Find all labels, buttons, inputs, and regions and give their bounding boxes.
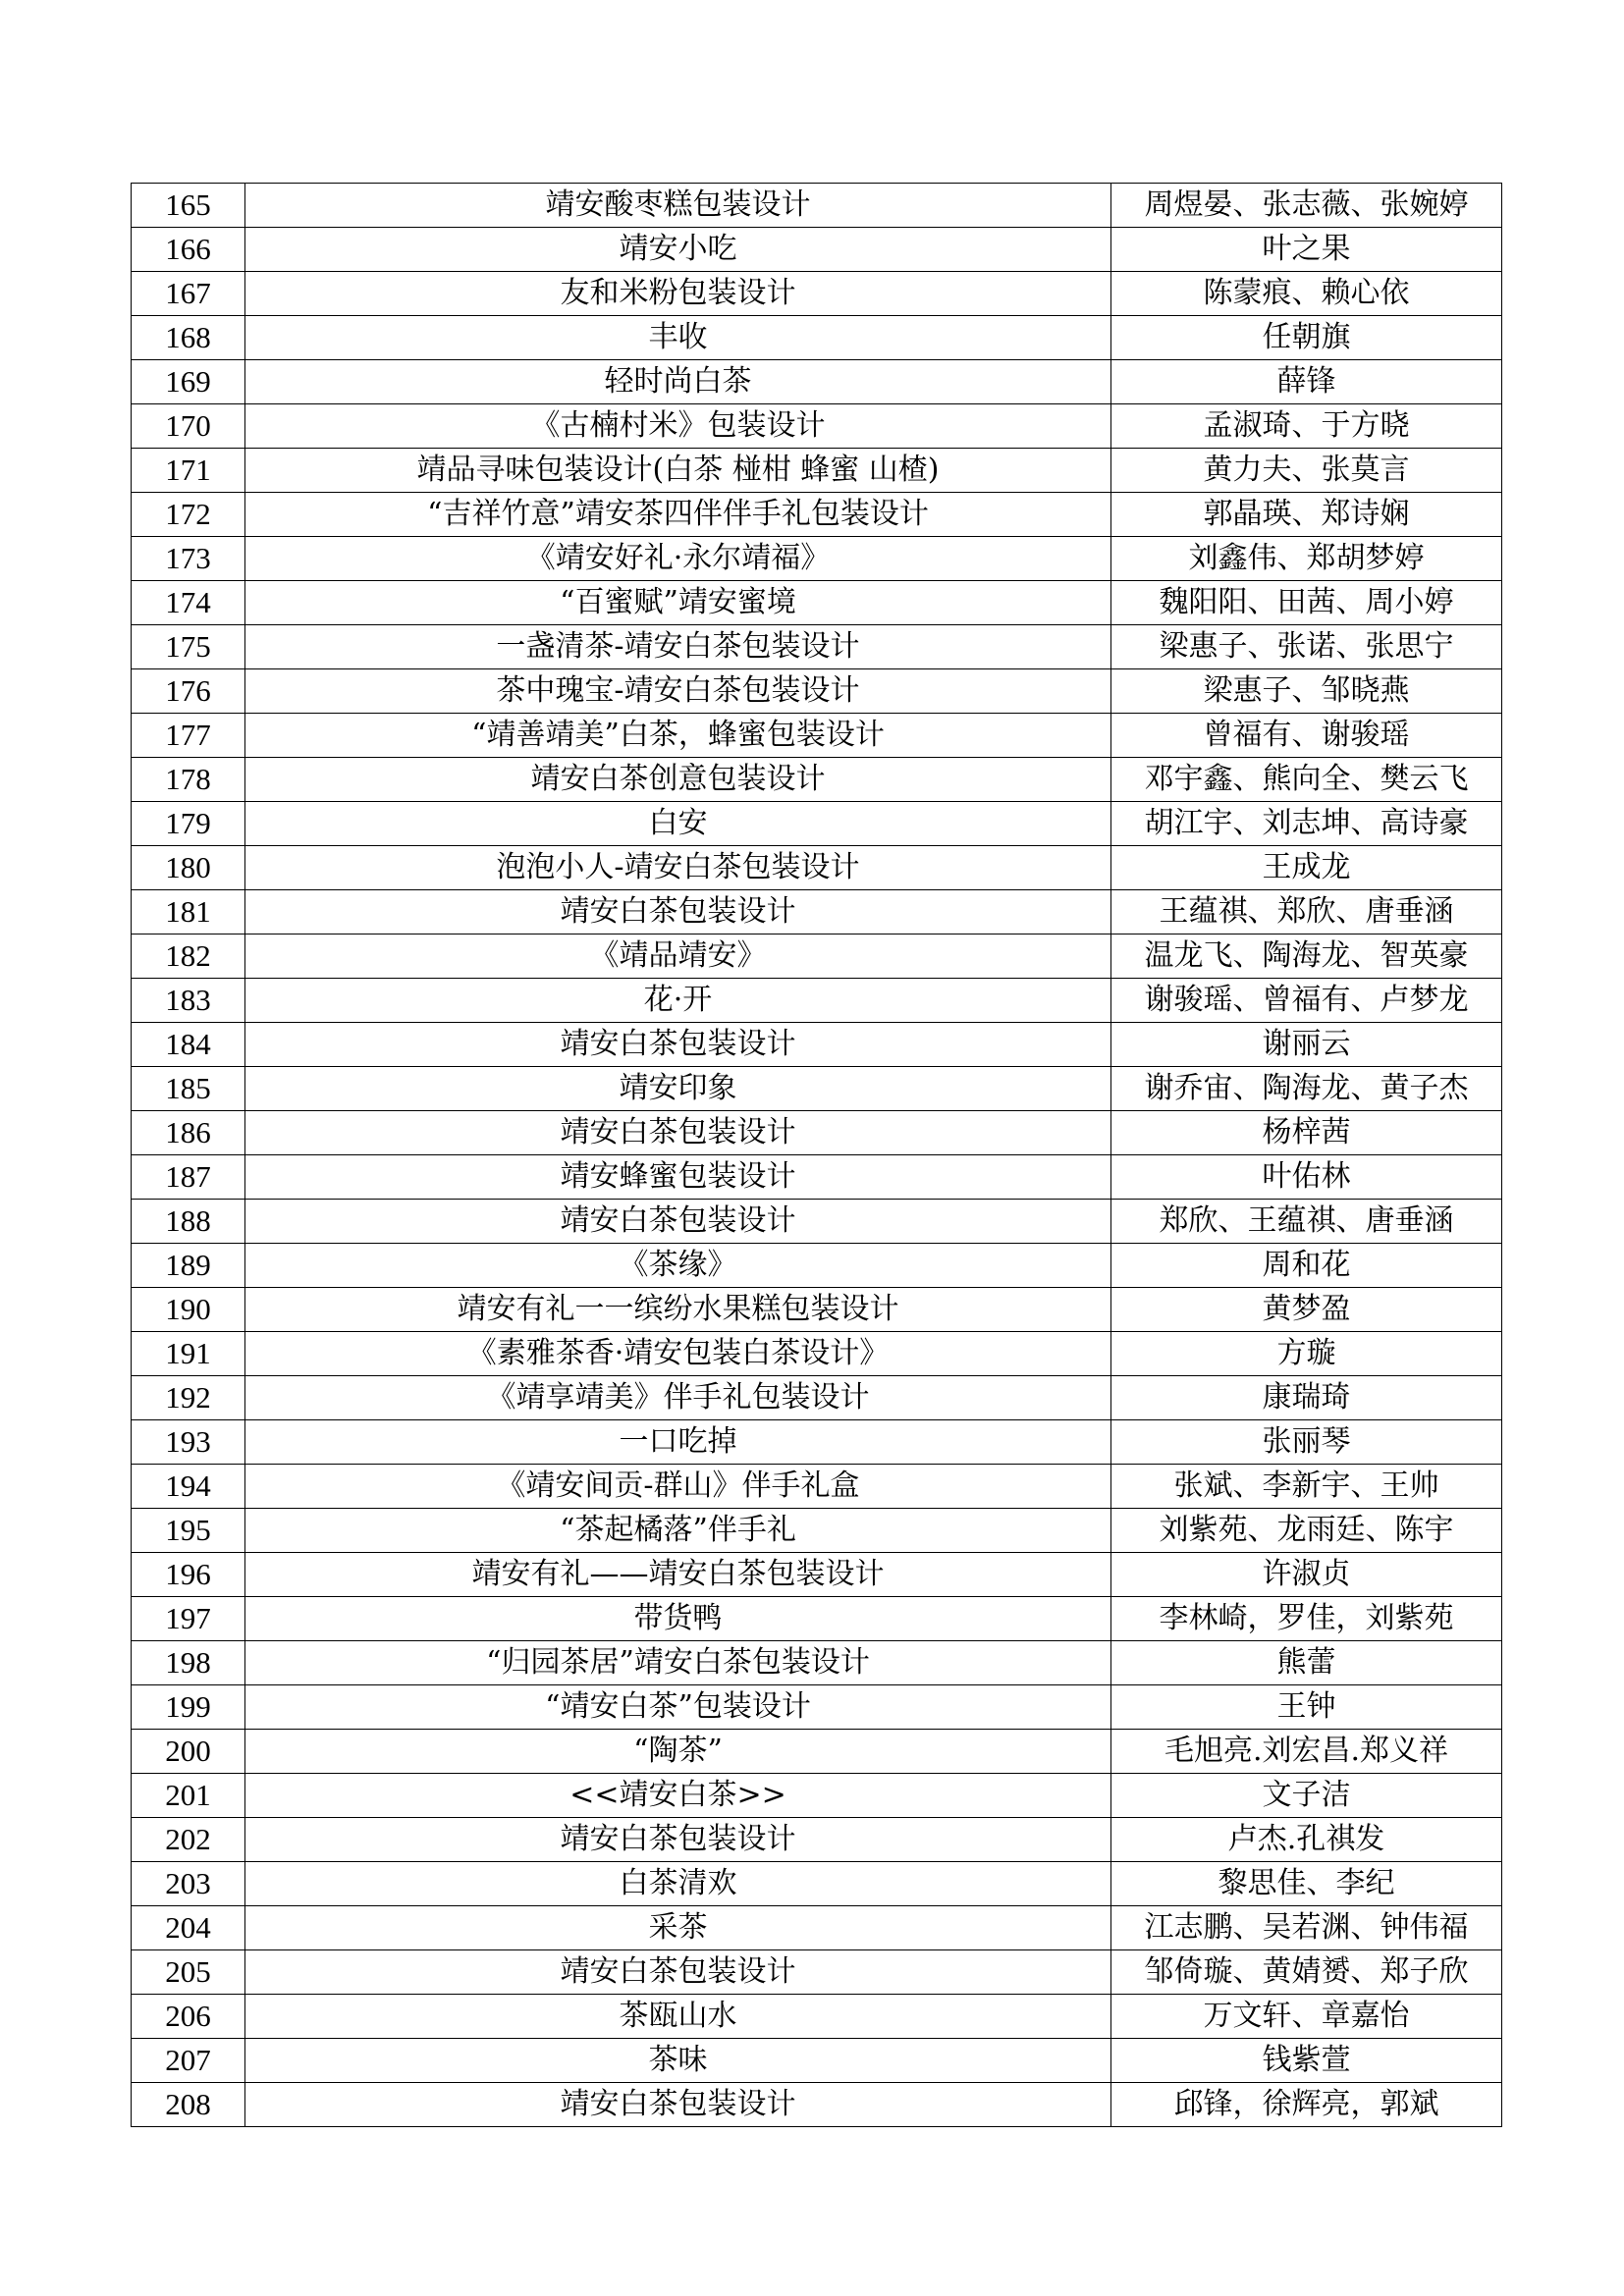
table-row [132, 272, 1502, 316]
table-row [132, 404, 1502, 449]
entry-number-cell: 197 [132, 1597, 245, 1641]
table-row [132, 449, 1502, 493]
entry-number-cell: 191 [132, 1332, 245, 1376]
table-row [132, 1376, 1502, 1420]
table-row [132, 890, 1502, 934]
table-row [132, 1818, 1502, 1862]
entry-title-cell: 友和米粉包装设计 [245, 272, 1111, 316]
entry-authors-cell: 孟淑琦、于方晓 [1111, 404, 1502, 449]
entry-number-cell: 182 [132, 934, 245, 979]
entry-number-cell: 205 [132, 1950, 245, 1995]
entry-title-cell: 靖安白茶包装设计 [245, 890, 1111, 934]
table-row [132, 1200, 1502, 1244]
entry-number-cell: 188 [132, 1200, 245, 1244]
table-row [132, 228, 1502, 272]
entry-number-cell: 177 [132, 714, 245, 758]
entry-number-cell: 203 [132, 1862, 245, 1906]
table-row [132, 758, 1502, 802]
entry-number-cell: 173 [132, 537, 245, 581]
table-row [132, 934, 1502, 979]
entry-number-cell: 174 [132, 581, 245, 625]
entry-title-cell: 带货鸭 [245, 1597, 1111, 1641]
entry-authors-cell: 邱锋，徐辉亮，郭斌 [1111, 2083, 1502, 2127]
entry-number-cell: 187 [132, 1155, 245, 1200]
entry-authors-cell: 陈蒙痕、赖心依 [1111, 272, 1502, 316]
entry-number-cell: 171 [132, 449, 245, 493]
entry-title-cell: 白安 [245, 802, 1111, 846]
entry-number-cell: 170 [132, 404, 245, 449]
table-row [132, 1950, 1502, 1995]
table-row [132, 1023, 1502, 1067]
entry-title-cell: “吉祥竹意”靖安茶四伴伴手礼包装设计 [245, 493, 1111, 537]
table-row [132, 360, 1502, 404]
entry-authors-cell: 王成龙 [1111, 846, 1502, 890]
table-row [132, 802, 1502, 846]
entry-number-cell: 194 [132, 1465, 245, 1509]
table-row [132, 1332, 1502, 1376]
entry-authors-cell: 许淑贞 [1111, 1553, 1502, 1597]
entry-title-cell: 靖安白茶包装设计 [245, 1950, 1111, 1995]
table-row [132, 581, 1502, 625]
table-row [132, 1509, 1502, 1553]
entry-title-cell: 白茶清欢 [245, 1862, 1111, 1906]
entry-authors-cell: 谢乔宙、陶海龙、黄子杰 [1111, 1067, 1502, 1111]
entry-authors-cell: 梁惠子、邹晓燕 [1111, 669, 1502, 714]
entry-title-cell: “茶起橘落”伴手礼 [245, 1509, 1111, 1553]
table-row [132, 1597, 1502, 1641]
entry-title-cell: 花·开 [245, 979, 1111, 1023]
table-row [132, 316, 1502, 360]
entry-authors-cell: 任朝旗 [1111, 316, 1502, 360]
table-row [132, 1244, 1502, 1288]
table-row [132, 2039, 1502, 2083]
entry-number-cell: 199 [132, 1685, 245, 1730]
table-row [132, 1288, 1502, 1332]
table-row [132, 1111, 1502, 1155]
entry-number-cell: 186 [132, 1111, 245, 1155]
entry-title-cell: <<靖安白茶>> [245, 1774, 1111, 1818]
entry-title-cell: 靖安印象 [245, 1067, 1111, 1111]
entry-title-cell: 茶瓯山水 [245, 1995, 1111, 2039]
entry-number-cell: 195 [132, 1509, 245, 1553]
table-row [132, 1553, 1502, 1597]
table-row [132, 1730, 1502, 1774]
entry-authors-cell: 温龙飞、陶海龙、智英豪 [1111, 934, 1502, 979]
entry-authors-cell: 周煜晏、张志薇、张婉婷 [1111, 184, 1502, 228]
entry-number-cell: 201 [132, 1774, 245, 1818]
entries-table [131, 183, 1502, 2127]
entry-authors-cell: 黄力夫、张莫言 [1111, 449, 1502, 493]
entries-table-body [132, 184, 1502, 2127]
entry-authors-cell: 魏阳阳、田茜、周小婷 [1111, 581, 1502, 625]
entry-authors-cell: 曾福有、谢骏瑶 [1111, 714, 1502, 758]
table-row [132, 846, 1502, 890]
entry-authors-cell: 张丽琴 [1111, 1420, 1502, 1465]
entry-number-cell: 196 [132, 1553, 245, 1597]
entry-title-cell: 泡泡小人-靖安白茶包装设计 [245, 846, 1111, 890]
entry-title-cell: 靖安有礼一一缤纷水果糕包装设计 [245, 1288, 1111, 1332]
table-row [132, 625, 1502, 669]
entry-title-cell: 丰收 [245, 316, 1111, 360]
entry-title-cell: 靖品寻味包装设计(白茶 椪柑 蜂蜜 山楂) [245, 449, 1111, 493]
entry-number-cell: 183 [132, 979, 245, 1023]
entry-title-cell: 靖安蜂蜜包装设计 [245, 1155, 1111, 1200]
entry-number-cell: 180 [132, 846, 245, 890]
entry-authors-cell: 杨梓茜 [1111, 1111, 1502, 1155]
entry-title-cell: 《靖品靖安》 [245, 934, 1111, 979]
table-row [132, 184, 1502, 228]
entry-title-cell: 靖安小吃 [245, 228, 1111, 272]
entry-number-cell: 189 [132, 1244, 245, 1288]
entry-title-cell: “靖善靖美”白茶，蜂蜜包装设计 [245, 714, 1111, 758]
entry-title-cell: 《靖享靖美》伴手礼包装设计 [245, 1376, 1111, 1420]
entry-title-cell: 靖安白茶包装设计 [245, 2083, 1111, 2127]
entry-number-cell: 168 [132, 316, 245, 360]
entry-authors-cell: 万文轩、章嘉怡 [1111, 1995, 1502, 2039]
table-row [132, 493, 1502, 537]
entry-authors-cell: 卢杰.孔祺发 [1111, 1818, 1502, 1862]
entry-number-cell: 169 [132, 360, 245, 404]
entry-number-cell: 207 [132, 2039, 245, 2083]
entry-number-cell: 193 [132, 1420, 245, 1465]
entry-authors-cell: 黎思佳、李纪 [1111, 1862, 1502, 1906]
entry-title-cell: “靖安白茶”包装设计 [245, 1685, 1111, 1730]
entry-authors-cell: 邓宇鑫、熊向全、樊云飞 [1111, 758, 1502, 802]
entry-title-cell: 靖安有礼——靖安白茶包装设计 [245, 1553, 1111, 1597]
entry-title-cell: 《靖安间贡-群山》伴手礼盒 [245, 1465, 1111, 1509]
entry-title-cell: 靖安白茶包装设计 [245, 1818, 1111, 1862]
entry-number-cell: 204 [132, 1906, 245, 1950]
entry-authors-cell: 刘鑫伟、郑胡梦婷 [1111, 537, 1502, 581]
entry-number-cell: 198 [132, 1641, 245, 1685]
table-row [132, 1067, 1502, 1111]
entry-authors-cell: 毛旭亮.刘宏昌.郑义祥 [1111, 1730, 1502, 1774]
entry-number-cell: 200 [132, 1730, 245, 1774]
entry-title-cell: 靖安白茶创意包装设计 [245, 758, 1111, 802]
entry-number-cell: 176 [132, 669, 245, 714]
entry-title-cell: “归园茶居”靖安白茶包装设计 [245, 1641, 1111, 1685]
table-row [132, 1774, 1502, 1818]
entry-authors-cell: 薛锋 [1111, 360, 1502, 404]
entry-title-cell: 《靖安好礼·永尔靖福》 [245, 537, 1111, 581]
table-row [132, 1155, 1502, 1200]
entry-title-cell: 轻时尚白茶 [245, 360, 1111, 404]
entry-authors-cell: 梁惠子、张诺、张思宁 [1111, 625, 1502, 669]
entry-title-cell: 靖安白茶包装设计 [245, 1200, 1111, 1244]
entry-number-cell: 167 [132, 272, 245, 316]
table-row [132, 537, 1502, 581]
table-row [132, 1420, 1502, 1465]
entry-title-cell: 采茶 [245, 1906, 1111, 1950]
entry-title-cell: “百蜜赋”靖安蜜境 [245, 581, 1111, 625]
entry-authors-cell: 郑欣、王蕴祺、唐垂涵 [1111, 1200, 1502, 1244]
entry-title-cell: 靖安酸枣糕包装设计 [245, 184, 1111, 228]
entry-title-cell: “陶茶” [245, 1730, 1111, 1774]
entry-authors-cell: 张斌、李新宇、王帅 [1111, 1465, 1502, 1509]
entry-authors-cell: 李林崎，罗佳，刘紫苑 [1111, 1597, 1502, 1641]
entry-number-cell: 184 [132, 1023, 245, 1067]
entry-title-cell: 一口吃掉 [245, 1420, 1111, 1465]
entry-title-cell: 茶中瑰宝-靖安白茶包装设计 [245, 669, 1111, 714]
table-row [132, 979, 1502, 1023]
entry-number-cell: 208 [132, 2083, 245, 2127]
entry-authors-cell: 江志鹏、吴若渊、钟伟福 [1111, 1906, 1502, 1950]
entry-number-cell: 190 [132, 1288, 245, 1332]
entry-authors-cell: 叶佑林 [1111, 1155, 1502, 1200]
entry-number-cell: 178 [132, 758, 245, 802]
table-row [132, 1465, 1502, 1509]
entry-authors-cell: 郭晶瑛、郑诗娴 [1111, 493, 1502, 537]
entry-title-cell: 靖安白茶包装设计 [245, 1023, 1111, 1067]
table-row [132, 1685, 1502, 1730]
entry-number-cell: 192 [132, 1376, 245, 1420]
entry-number-cell: 202 [132, 1818, 245, 1862]
table-row [132, 2083, 1502, 2127]
entry-title-cell: 靖安白茶包装设计 [245, 1111, 1111, 1155]
entry-number-cell: 166 [132, 228, 245, 272]
entry-authors-cell: 方璇 [1111, 1332, 1502, 1376]
entry-authors-cell: 谢骏瑶、曾福有、卢梦龙 [1111, 979, 1502, 1023]
entry-number-cell: 172 [132, 493, 245, 537]
entry-number-cell: 179 [132, 802, 245, 846]
entry-authors-cell: 刘紫苑、龙雨廷、陈宇 [1111, 1509, 1502, 1553]
entry-number-cell: 175 [132, 625, 245, 669]
entry-title-cell: 茶味 [245, 2039, 1111, 2083]
entry-authors-cell: 康瑞琦 [1111, 1376, 1502, 1420]
entry-number-cell: 181 [132, 890, 245, 934]
entry-authors-cell: 胡江宇、刘志坤、高诗豪 [1111, 802, 1502, 846]
entry-authors-cell: 文子洁 [1111, 1774, 1502, 1818]
table-row [132, 1641, 1502, 1685]
entry-title-cell: 《素雅茶香·靖安包装白茶设计》 [245, 1332, 1111, 1376]
entry-authors-cell: 黄梦盈 [1111, 1288, 1502, 1332]
entry-authors-cell: 谢丽云 [1111, 1023, 1502, 1067]
entry-authors-cell: 邹倚璇、黄婧赟、郑子欣 [1111, 1950, 1502, 1995]
entry-title-cell: 《茶缘》 [245, 1244, 1111, 1288]
table-row [132, 714, 1502, 758]
entry-authors-cell: 熊蕾 [1111, 1641, 1502, 1685]
table-row [132, 1995, 1502, 2039]
entry-authors-cell: 叶之果 [1111, 228, 1502, 272]
entry-authors-cell: 周和花 [1111, 1244, 1502, 1288]
entry-number-cell: 165 [132, 184, 245, 228]
entry-authors-cell: 王蕴祺、郑欣、唐垂涵 [1111, 890, 1502, 934]
table-row [132, 1862, 1502, 1906]
entry-number-cell: 185 [132, 1067, 245, 1111]
entry-authors-cell: 王钟 [1111, 1685, 1502, 1730]
entry-title-cell: 一盏清茶-靖安白茶包装设计 [245, 625, 1111, 669]
table-row [132, 1906, 1502, 1950]
entry-title-cell: 《古楠村米》包装设计 [245, 404, 1111, 449]
entry-authors-cell: 钱紫萱 [1111, 2039, 1502, 2083]
table-row [132, 669, 1502, 714]
entry-number-cell: 206 [132, 1995, 245, 2039]
